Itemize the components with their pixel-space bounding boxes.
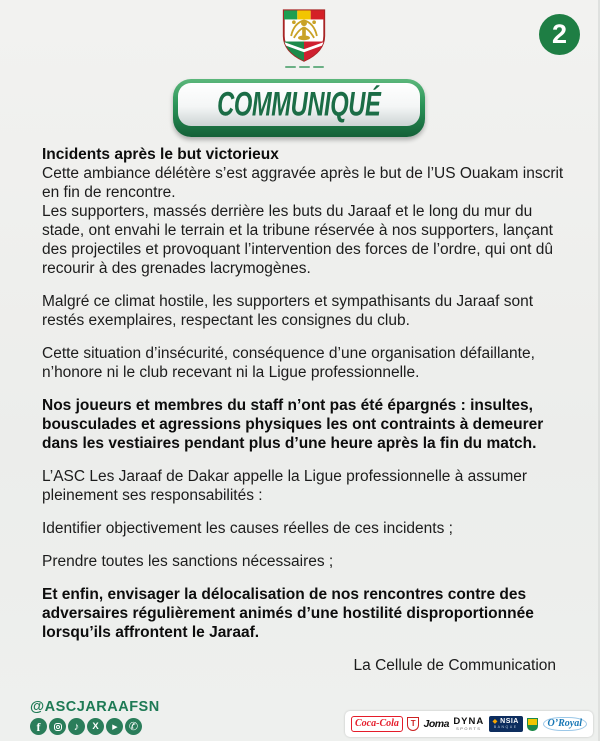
social-icons [30,718,160,735]
social-block [30,699,160,735]
dyna-sports-logo [453,717,484,732]
sponsors-bar [345,711,593,737]
dyna-subtext: SPORTS [456,726,482,732]
tiktok-icon[interactable]: ♪ [68,718,85,735]
coca-cola-logo: Coca-Cola [351,716,403,732]
club-crest-icon [278,8,330,64]
communique-banner-inner [178,83,420,126]
club-crest [278,8,330,68]
crest-motto [278,66,330,68]
t-shield-logo: T [407,717,419,731]
x-twitter-icon[interactable]: X [87,718,104,735]
communique-title: COMMUNIQUÉ [217,84,381,124]
joma-logo: Joma [423,717,449,730]
body-heading: Incidents après le but victorieux [42,146,279,163]
paragraph: Identifier objectivement les causes réelles de ces incidents ; [42,520,453,537]
whatsapp-icon[interactable]: ✆ [125,718,142,735]
youtube-icon[interactable]: ▶ [106,718,123,735]
signature: La Cellule de Communication [353,657,556,674]
paragraph: Malgré ce climat hostile, les supporters et sympathisants du Jaraaf sont restés exemplaires, respectant les consignes du club. [42,293,534,329]
paragraph: L’ASC Les Jaraaf de Dakar appelle la Ligue professionnelle à assumer pleinement ses responsabilités : [42,468,528,504]
dyna-text: DYNA [453,715,485,727]
paragraph-bold: Et enfin, envisager la délocalisation de nos rencontres contre des adversaires régulièrement animés d’une hostilité disproportionnée lorsqu’ils affrontent le Jaraaf. [42,586,534,641]
instagram-icon[interactable] [49,718,66,735]
nsia-text: ◆ NSIA [492,718,519,726]
paragraph: Prendre toutes les sanctions nécessaires ; [42,553,334,570]
paragraph: Les supporters, massés derrière les buts du Jaraaf et le long du mur du stade, ont envahi le terrain et la tribune réservée à nos supporters, lançant des projectiles et provoquant l’intervention des forces de l’ordre, qui ont dû recourir à des grenades lacrymogènes. [42,203,553,277]
communique-banner [173,79,425,137]
paragraph: Cette ambiance délétère s’est aggravée après le but de l’US Ouakam inscrit en fin de rencontre. [42,165,564,201]
paragraph-bold: Nos joueurs et membres du staff n’ont pas été épargnés : insultes, bousculades et agressions physiques les ont contraints à demeurer dans les vestiaires pendant plus d’une heure après la fin du match. [42,397,544,452]
oroyal-logo: O’Royal [543,717,587,731]
document-body [42,145,570,675]
mini-crest-logo [527,718,538,731]
nsia-subtext: BANQUE [493,725,518,730]
nsia-banque-logo [489,716,523,732]
page-number-badge: 2 [539,14,580,55]
paragraph: Cette situation d’insécurité, conséquence d’une organisation défaillante, n’honore ni le club recevant ni la Ligue professionnelle. [42,345,535,381]
social-handle: @ASCJARAAFSN [30,699,160,715]
facebook-icon[interactable]: f [30,718,47,735]
